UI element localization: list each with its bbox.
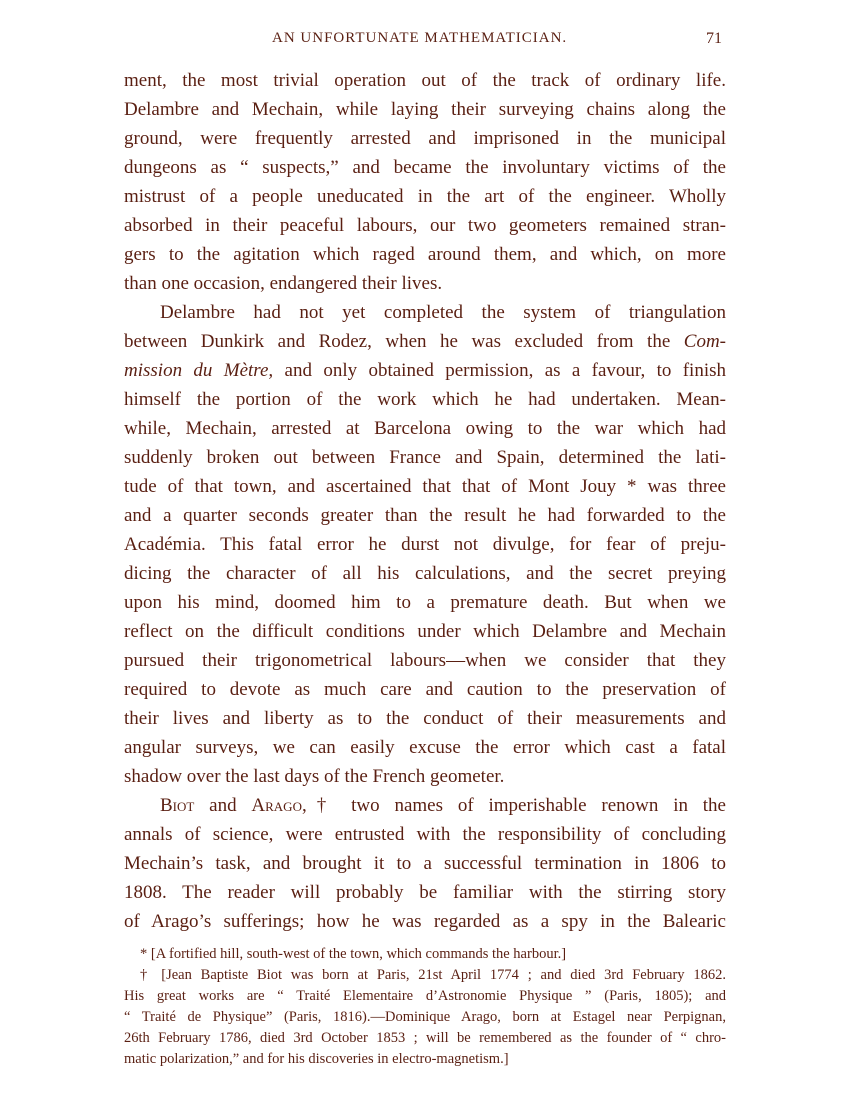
text-fragment: and <box>194 795 252 816</box>
text-fragment: † two names of imperishable renown in the <box>306 795 726 816</box>
person-name: Arago, <box>251 795 307 816</box>
text-line: pursued their trigonometrical labours—when we consider that they <box>124 650 726 671</box>
text-line: ground, were frequently arrested and imprisoned in the municipal <box>124 128 726 149</box>
text-line: gers to the agitation which raged around them, and which, on more <box>124 244 726 265</box>
text-line: their lives and liberty as to the conduct of their measurements and <box>124 708 726 729</box>
text-fragment: between Dunkirk and Rodez, when he was excluded from the <box>124 331 684 352</box>
text-line: shadow over the last days of the French geometer. <box>124 766 505 787</box>
footnote-line: * [A fortified hill, south-west of the town, which commands the harbour.] <box>140 946 567 962</box>
text-line: ment, the most trivial operation out of the track of ordinary life. <box>124 70 726 91</box>
text-line: mistrust of a people uneducated in the art of the engineer. Wholly <box>124 186 726 207</box>
footnote-line: matic polarization,” and for his discoveries in electro-magnetism.] <box>124 1051 509 1067</box>
text-line: reflect on the difficult conditions under which Delambre and Mechain <box>124 621 726 642</box>
text-line: angular surveys, we can easily excuse the error which cast a fatal <box>124 737 726 758</box>
italic-title: mission du Mètre, <box>124 360 274 381</box>
text-line <box>124 327 726 356</box>
running-header <box>124 30 724 54</box>
text-line: annals of science, were entrusted with the responsibility of concluding <box>124 824 726 845</box>
text-line: suddenly broken out between France and Spain, determined the lati- <box>124 447 726 468</box>
text-line: tude of that town, and ascertained that that of Mont Jouy * was three <box>124 476 726 497</box>
main-text <box>124 66 726 936</box>
text-line: himself the portion of the work which he had undertaken. Mean- <box>124 389 726 410</box>
text-line <box>124 356 726 385</box>
text-line: upon his mind, doomed him to a premature death. But when we <box>124 592 726 613</box>
text-line: than one occasion, endangered their lives. <box>124 273 443 294</box>
text-line: while, Mechain, arrested at Barcelona owing to the war which had <box>124 418 726 439</box>
text-line: Mechain’s task, and brought it to a successful termination in 1806 to <box>124 853 726 874</box>
text-line: Delambre and Mechain, while laying their surveying chains along the <box>124 99 726 120</box>
text-line: of Arago’s sufferings; how he was regarded as a spy in the Balearic <box>124 911 726 932</box>
page-number: 71 <box>706 30 722 47</box>
person-name: Biot <box>160 795 195 816</box>
text-line: absorbed in their peaceful labours, our two geometers remained stran- <box>124 215 726 236</box>
text-fragment: and only obtained permission, as a favour, to finish <box>273 360 726 381</box>
text-line <box>124 791 726 820</box>
footnotes <box>124 944 726 1070</box>
text-line: dungeons as “ suspects,” and became the involuntary victims of the <box>124 157 726 178</box>
text-line: required to devote as much care and caution to the preservation of <box>124 679 726 700</box>
footnote-line: † [Jean Baptiste Biot was born at Paris, 21st April 1774 ; and died 3rd February 1862. <box>140 967 726 983</box>
text-line: dicing the character of all his calculations, and the secret preying <box>124 563 726 584</box>
text-line: and a quarter seconds greater than the result he had forwarded to the <box>124 505 726 526</box>
italic-title: Com- <box>683 331 726 352</box>
footnote-line: “ Traité de Physique” (Paris, 1816).—Dominique Arago, born at Estagel near Perpignan, <box>124 1009 726 1025</box>
text-line: 1808. The reader will probably be familiar with the stirring story <box>124 882 726 903</box>
footnote-line: His great works are “ Traité Elementaire d’Astronomie Physique ” (Paris, 1805); and <box>124 988 726 1004</box>
text-line: Delambre had not yet completed the system of triangulation <box>160 302 726 323</box>
footnote-line: 26th February 1786, died 3rd October 1853 ; will be remembered as the founder of “ chro- <box>124 1030 726 1046</box>
text-line: Académia. This fatal error he durst not divulge, for fear of preju- <box>124 534 726 555</box>
running-title: AN UNFORTUNATE MATHEMATICIAN. <box>272 30 568 46</box>
